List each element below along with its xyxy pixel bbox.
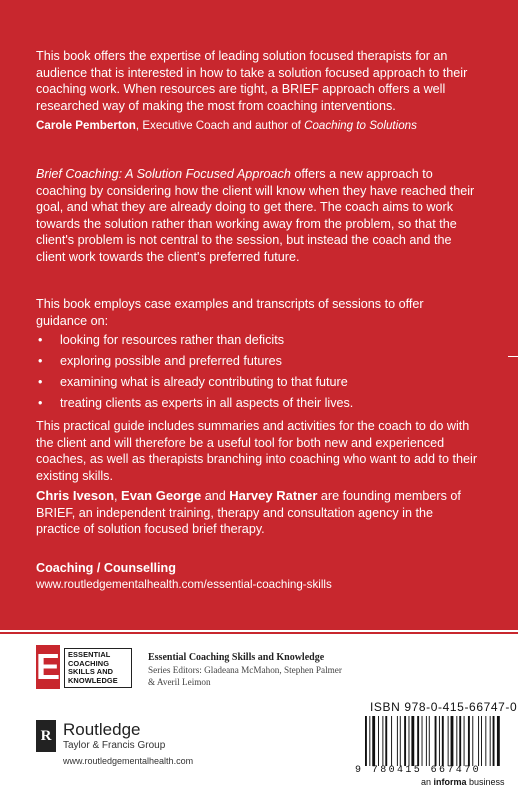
authors-paragraph: Chris Iveson, Evan George and Harvey Ratner are founding members of BRIEF, an independent training, therapy and consultation agency in the practice of solution focused brief therapy. (36, 488, 461, 537)
series-logo-icon: E (36, 646, 61, 687)
edge-tick-mark (508, 356, 518, 357)
bullet-icon: • (38, 354, 43, 368)
bullet-icon: • (38, 333, 43, 347)
endorsement-attribution (36, 118, 478, 135)
list-item: • looking for resources rather than deficits (38, 333, 285, 347)
author-name: Harvey Ratner (229, 488, 318, 503)
topics-list (36, 332, 478, 416)
red-divider (0, 620, 518, 630)
series-website-link[interactable]: www.routledgementalhealth.com/essential-coaching-skills (36, 578, 332, 591)
book-description (36, 166, 478, 266)
endorser-book: Coaching to Solutions (304, 119, 417, 132)
series-logo-box: ESSENTIAL COACHING SKILLS AND KNOWLEDGE (64, 648, 132, 688)
publisher-website-link[interactable]: www.routledgementalhealth.com (63, 756, 194, 766)
list-item: • exploring possible and preferred futures (38, 354, 282, 368)
category-label: Coaching / Counselling (36, 561, 176, 575)
endorser-name: Carole Pemberton (36, 119, 136, 132)
barcode-icon (363, 716, 503, 766)
bullet-icon: • (38, 375, 43, 389)
author-name: Evan George (121, 488, 202, 503)
series-name: Essential Coaching Skills and Knowledge (148, 652, 325, 663)
endorser-role: , Executive Coach and author of (135, 119, 305, 132)
list-item: • examining what is already contributing to that future (38, 375, 348, 389)
publisher-group: Taylor & Francis Group (63, 740, 166, 751)
intro-text: This book employs case examples and transcripts of sessions to offer guidance on: (36, 297, 424, 328)
endorsement-quote: This book offers the expertise of leading solution focused therapists for an audience that is interested in how to take a solution focused approach to their coaching work. When resources are tight, a BRIEF approach offers a well researched way of making the most from coaching interventions. (36, 49, 468, 113)
routledge-logo-icon: R (36, 720, 56, 752)
book-title: Brief Coaching: A Solution Focused Approach (36, 167, 291, 181)
informa-tagline: an informa business (421, 777, 505, 787)
isbn-label: ISBN 978-0-415-66747-0 (370, 700, 518, 714)
description-text: offers a new approach to coaching by considering how the client will know when they have reached their goal, and what they are already doing to get there. The coach aims to work towards the solution rather than working away from the problem, so that the client's problem is not central to the session, but instead the coach and the client work towards the client's preferred future. (36, 167, 475, 264)
series-editors: Series Editors: Gladeana McMahon, Stephen Palmer & Averil Leimon (148, 665, 342, 688)
barcode-number: 9 780415 667470 (355, 765, 482, 776)
guide-paragraph: This practical guide includes summaries and activities for the coach to do with the client and will therefore be a useful tool for both new and experienced coaches, as well as therapists branching into coaching who want to add to their existing skills. (36, 419, 478, 483)
list-item: • treating clients as experts in all aspects of their lives. (38, 396, 354, 410)
red-divider-thin (0, 632, 518, 634)
bullet-icon: • (38, 396, 43, 410)
publisher-name: Routledge (63, 720, 141, 739)
author-name: Chris Iveson (36, 488, 115, 503)
